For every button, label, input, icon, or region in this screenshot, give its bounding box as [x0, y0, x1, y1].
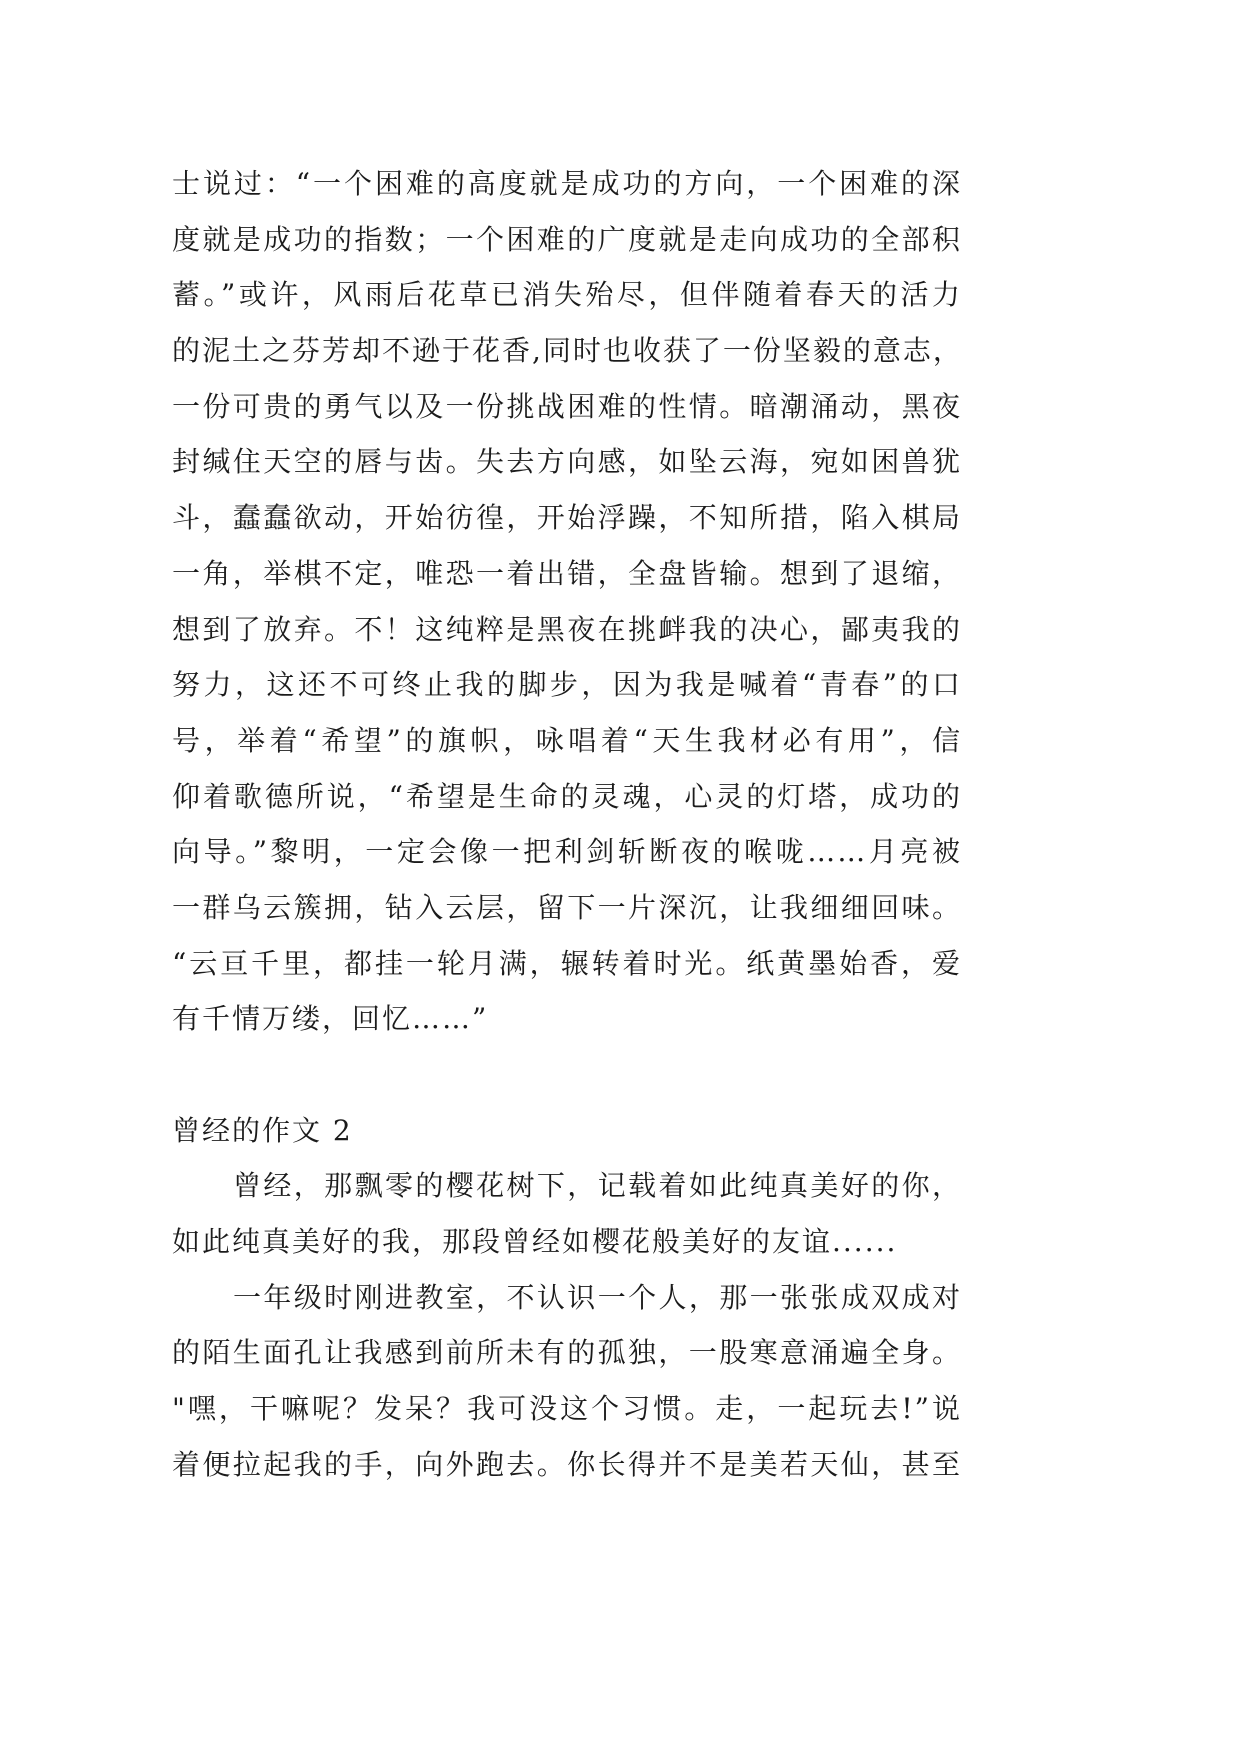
section-heading: 曾经的作文 2 — [172, 1113, 353, 1147]
text-line: 度就是成功的指数；一个困难的广度就是走向成功的全部积 — [172, 222, 962, 256]
text-line: 一份可贵的勇气以及一份挑战困难的性情。暗潮涌动，黑夜 — [172, 389, 962, 423]
text-line: 向导。”黎明，一定会像一把利剑斩断夜的喉咙……月亮被 — [172, 835, 962, 869]
text-line: 斗，蠢蠢欲动，开始彷徨，开始浮躁，不知所措，陷入棋局 — [172, 501, 962, 535]
text-line: 仰着歌德所说，“希望是生命的灵魂，心灵的灯塔，成功的 — [172, 779, 962, 813]
text-line: 有千情万缕，回忆……” — [172, 1002, 489, 1036]
text-line: 曾经，那飘零的樱花树下，记载着如此纯真美好的你， — [233, 1169, 962, 1203]
paragraph — [172, 1270, 962, 1493]
text-line: 的泥土之芬芳却不逊于花香,同时也收获了一份坚毅的意志， — [172, 334, 963, 368]
text-line: 如此纯真美好的我，那段曾经如樱花般美好的友谊...... — [172, 1225, 898, 1259]
text-line: 的陌生面孔让我感到前所未有的孤独，一股寒意涌遍全身。 — [172, 1336, 962, 1370]
text-line: 士说过：“一个困难的高度就是成功的方向，一个困难的深 — [172, 167, 962, 200]
text-line: 封缄住天空的唇与齿。失去方向感，如坠云海，宛如困兽犹 — [172, 445, 962, 479]
text-line: 号，举着“希望”的旗帜，咏唱着“天生我材必有用”，信 — [172, 723, 962, 757]
text-line: 一群乌云簇拥，钻入云层，留下一片深沉，让我细细回味。 — [172, 890, 962, 924]
text-line: "嘿，干嘛呢？发呆？我可没这个习惯。走，一起玩去!”说 — [172, 1392, 962, 1426]
paragraph-continued — [172, 156, 962, 1047]
text-line: 着便拉起我的手，向外跑去。你长得并不是美若天仙，甚至 — [172, 1447, 962, 1481]
paragraph — [172, 1158, 962, 1269]
text-line: 一角，举棋不定，唯恐一着出错，全盘皆输。想到了退缩， — [172, 556, 962, 590]
text-line: 努力，这还不可终止我的脚步，因为我是喊着“青春”的口 — [172, 668, 962, 702]
text-line: “云亘千里，都挂一轮月满，辗转着时光。纸黄墨始香，爱 — [172, 946, 962, 980]
text-line: 蓄。”或许，风雨后花草已消失殆尽，但伴随着春天的活力 — [172, 278, 962, 312]
text-line: 一年级时刚进教室，不认识一个人，那一张张成双成对 — [233, 1280, 962, 1314]
document-body — [172, 156, 962, 1493]
text-line: 想到了放弃。不！这纯粹是黑夜在挑衅我的决心，鄙夷我的 — [172, 612, 962, 646]
